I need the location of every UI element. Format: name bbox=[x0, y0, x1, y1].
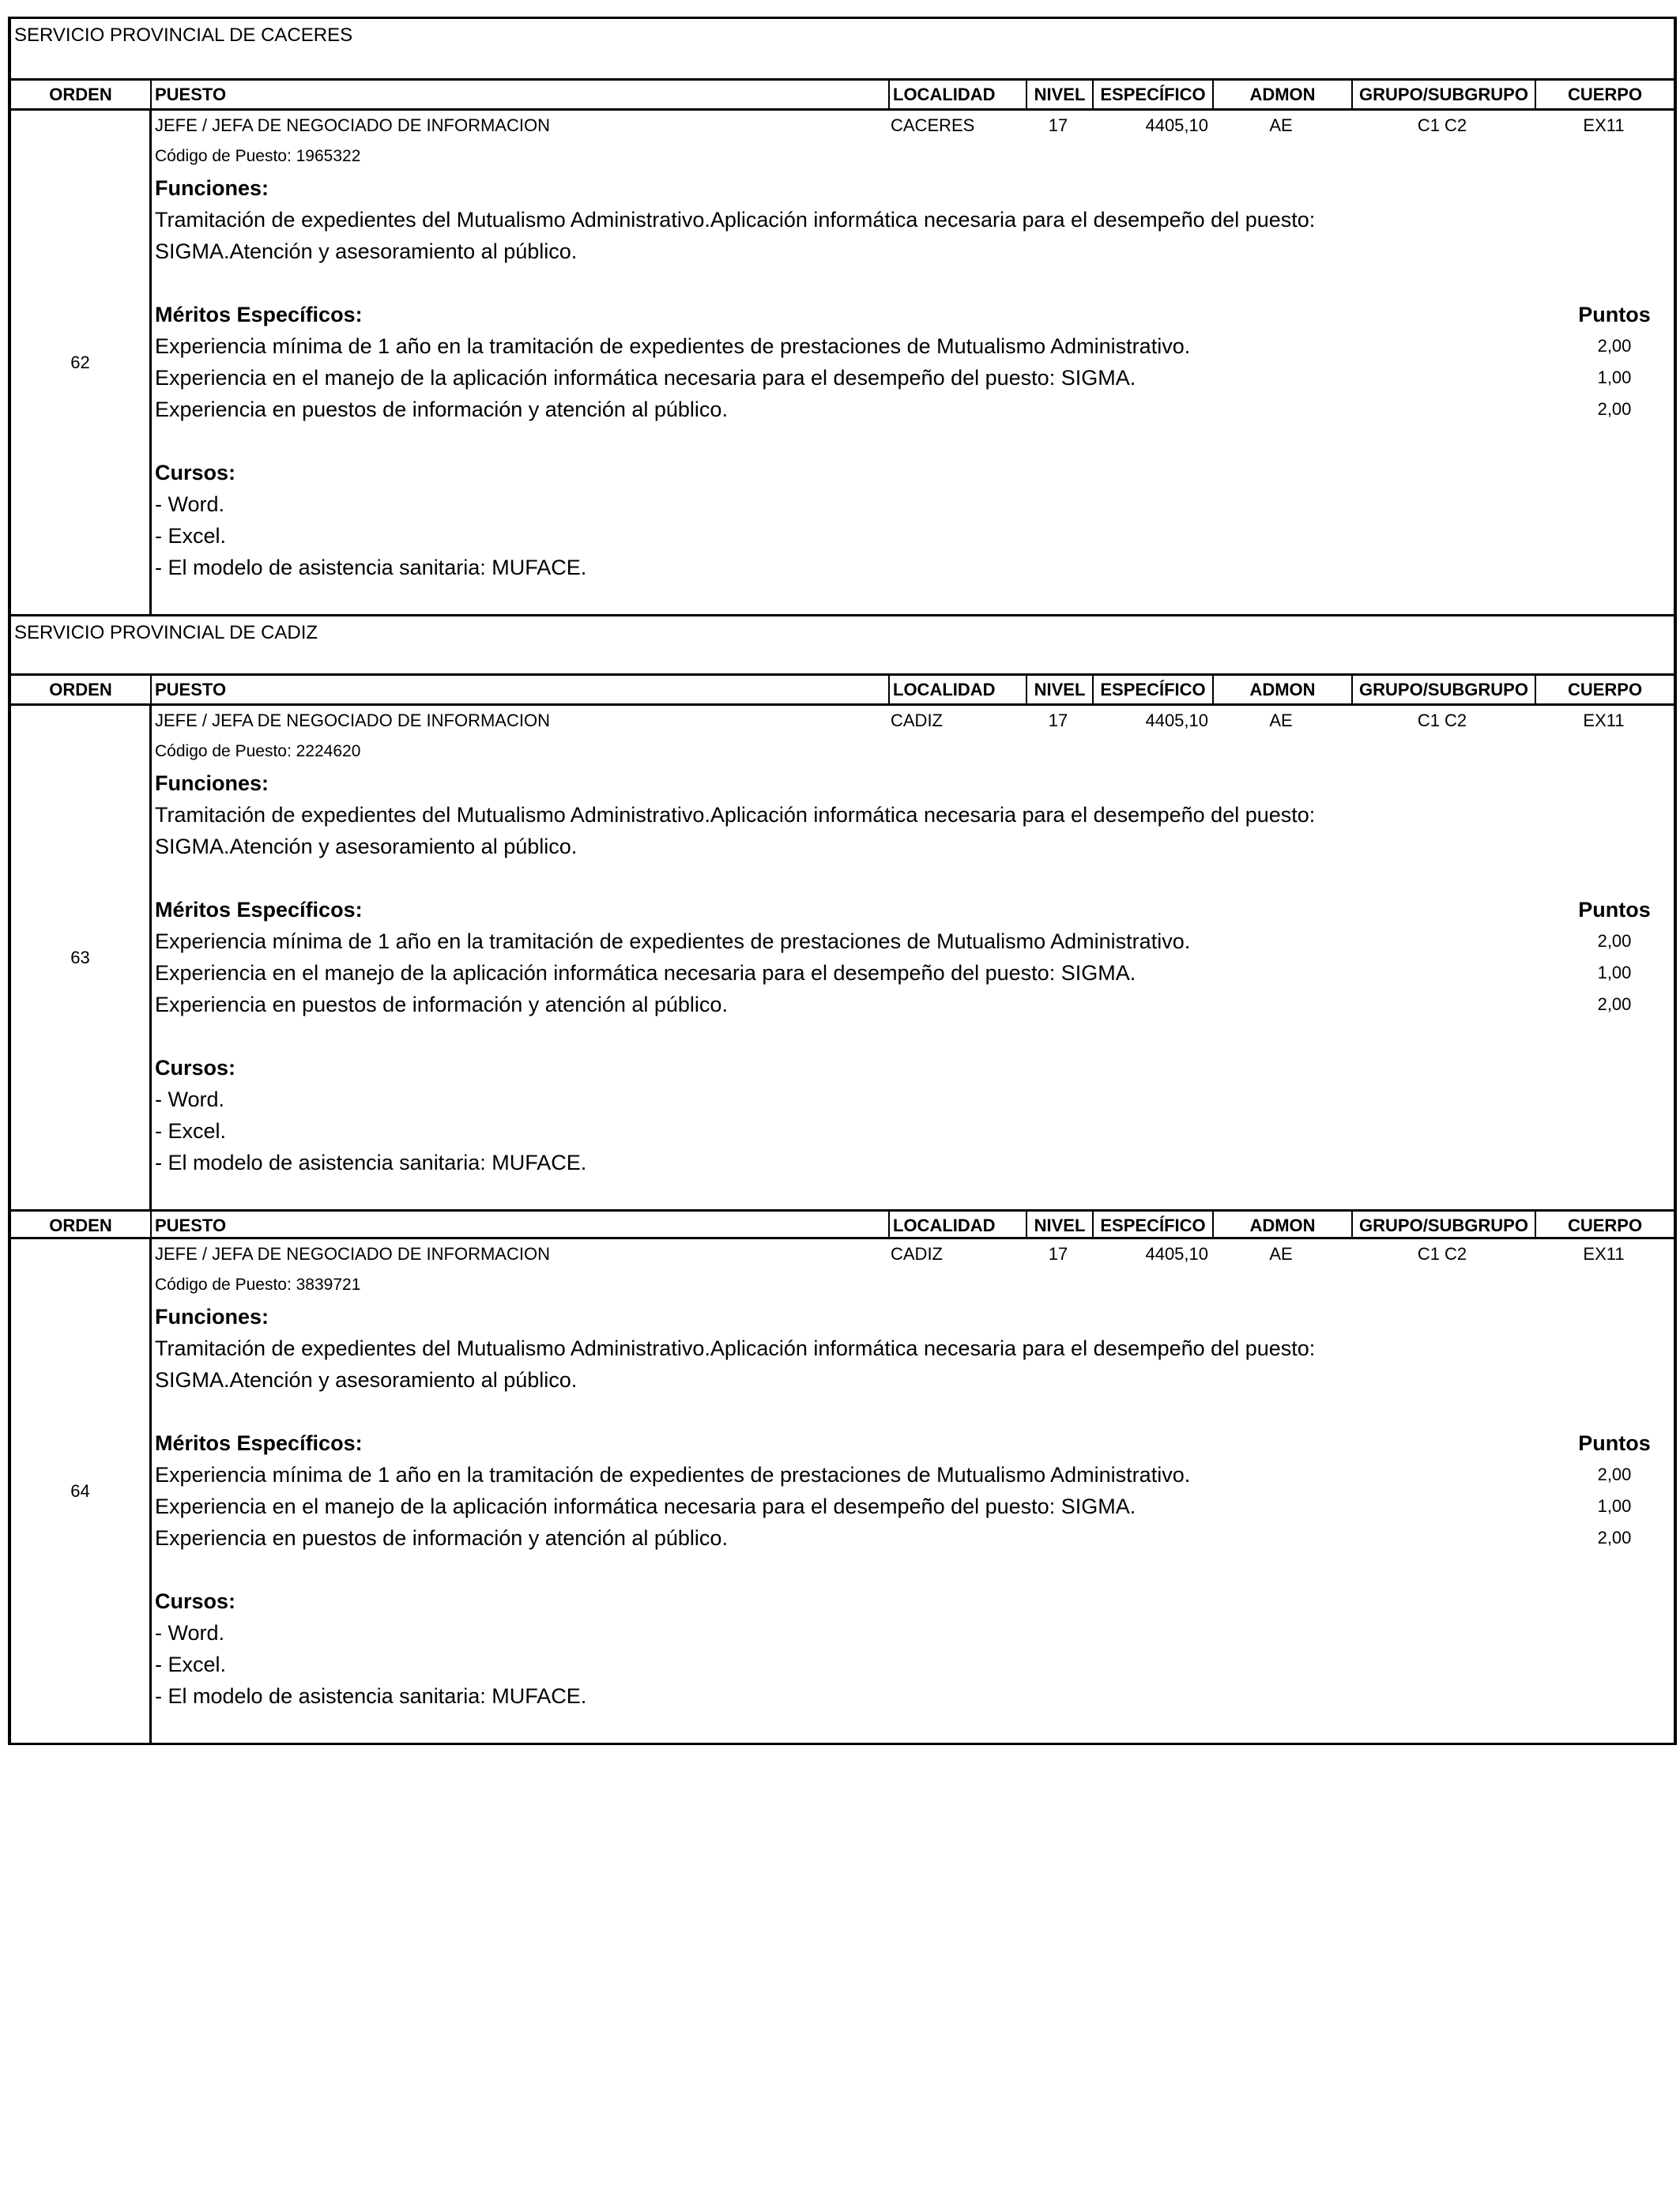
service-title: SERVICIO PROVINCIAL DE CADIZ bbox=[11, 614, 1674, 676]
funciones-line: Tramitación de expedientes del Mutualismo Administrativo.Aplicación informática necesaria para el desempeño del puesto: bbox=[155, 803, 1316, 827]
merit-points: 2,00 bbox=[1597, 931, 1632, 951]
header-orden: ORDEN bbox=[11, 676, 152, 703]
cursos-label: Cursos: bbox=[155, 461, 236, 484]
position-row bbox=[11, 111, 1674, 614]
merit-points: 1,00 bbox=[1597, 963, 1632, 982]
merit-points: 2,00 bbox=[1597, 1528, 1632, 1547]
service-title: SERVICIO PROVINCIAL DE CACERES bbox=[11, 19, 1674, 81]
codigo-puesto: Código de Puesto: 1965322 bbox=[155, 147, 361, 165]
header-localidad: LOCALIDAD bbox=[890, 1212, 1027, 1237]
funciones-line: SIGMA.Atención y asesoramiento al público. bbox=[155, 239, 578, 263]
especifico-value: 4405,10 bbox=[1145, 1244, 1208, 1264]
puesto-name: JEFE / JEFA DE NEGOCIADO DE INFORMACION bbox=[155, 1244, 550, 1264]
merit-item bbox=[152, 925, 1674, 957]
header-admon: ADMON bbox=[1214, 81, 1353, 108]
header-especifico: ESPECÍFICO bbox=[1094, 81, 1214, 108]
meritos-header bbox=[152, 299, 1674, 330]
cursos-label: Cursos: bbox=[155, 1056, 236, 1080]
curso-item: - Word. bbox=[155, 492, 225, 516]
codigo-puesto: Código de Puesto: 2224620 bbox=[155, 742, 361, 760]
merit-item bbox=[152, 957, 1674, 989]
cursos-label: Cursos: bbox=[155, 1589, 236, 1613]
funciones-line: Tramitación de expedientes del Mutualismo Administrativo.Aplicación informática necesaria para el desempeño del puesto: bbox=[155, 208, 1316, 232]
header-grupo: GRUPO/SUBGRUPO bbox=[1353, 81, 1536, 108]
merit-text: Experiencia en el manejo de la aplicación informática necesaria para el desempeño del puesto: SIGMA. bbox=[155, 366, 1136, 390]
merit-points: 1,00 bbox=[1597, 1496, 1632, 1516]
merit-item bbox=[152, 330, 1674, 362]
merit-item bbox=[152, 1491, 1674, 1522]
merit-points: 2,00 bbox=[1597, 399, 1632, 419]
merit-item bbox=[152, 362, 1674, 394]
merit-text: Experiencia en puestos de información y atención al público. bbox=[155, 398, 728, 421]
position-row bbox=[11, 706, 1674, 1209]
document-table bbox=[8, 17, 1677, 1745]
header-orden: ORDEN bbox=[11, 1212, 152, 1237]
merit-text: Experiencia mínima de 1 año en la tramitación de expedientes de prestaciones de Mutualismo Administrativo. bbox=[155, 929, 1191, 953]
funciones-line: Tramitación de expedientes del Mutualismo Administrativo.Aplicación informática necesaria para el desempeño del puesto: bbox=[155, 1336, 1316, 1360]
position-details bbox=[152, 706, 1674, 1209]
curso-item: - Excel. bbox=[155, 1119, 227, 1143]
meritos-label: Méritos Específicos: bbox=[155, 303, 363, 326]
position-details bbox=[152, 111, 1674, 614]
localidad-value: CADIZ bbox=[891, 1244, 943, 1264]
merit-item bbox=[152, 1459, 1674, 1491]
header-cuerpo: CUERPO bbox=[1567, 680, 1643, 699]
merit-points: 2,00 bbox=[1597, 994, 1632, 1014]
puntos-label: Puntos bbox=[1578, 303, 1651, 326]
merit-item bbox=[152, 989, 1674, 1020]
orden-number: 62 bbox=[11, 111, 152, 614]
merit-text: Experiencia mínima de 1 año en la tramitación de expedientes de prestaciones de Mutualismo Administrativo. bbox=[155, 1463, 1191, 1487]
header-admon: ADMON bbox=[1214, 1212, 1353, 1237]
funciones-label: Funciones: bbox=[155, 176, 269, 200]
merit-text: Experiencia en el manejo de la aplicación informática necesaria para el desempeño del puesto: SIGMA. bbox=[155, 961, 1136, 985]
funciones-line: SIGMA.Atención y asesoramiento al público. bbox=[155, 835, 578, 858]
merit-text: Experiencia en puestos de información y atención al público. bbox=[155, 993, 728, 1016]
grupo-value: C1 C2 bbox=[1417, 711, 1467, 730]
cuerpo-value: EX11 bbox=[1583, 115, 1625, 135]
orden-number: 63 bbox=[11, 706, 152, 1209]
position-details bbox=[152, 1239, 1674, 1743]
nivel-value: 17 bbox=[1048, 115, 1068, 135]
merit-text: Experiencia mínima de 1 año en la tramitación de expedientes de prestaciones de Mutualismo Administrativo. bbox=[155, 334, 1191, 358]
position-summary bbox=[152, 706, 1674, 736]
header-grupo: GRUPO/SUBGRUPO bbox=[1353, 676, 1536, 703]
puesto-name: JEFE / JEFA DE NEGOCIADO DE INFORMACION bbox=[155, 115, 550, 135]
header-grupo: GRUPO/SUBGRUPO bbox=[1353, 1212, 1536, 1237]
table-header bbox=[11, 676, 1674, 706]
curso-item: - El modelo de asistencia sanitaria: MUFACE. bbox=[155, 556, 587, 579]
header-nivel: NIVEL bbox=[1027, 676, 1094, 703]
localidad-value: CADIZ bbox=[891, 711, 943, 730]
funciones-label: Funciones: bbox=[155, 1305, 269, 1329]
merit-text: Experiencia en el manejo de la aplicación informática necesaria para el desempeño del puesto: SIGMA. bbox=[155, 1495, 1136, 1518]
header-localidad: LOCALIDAD bbox=[890, 676, 1027, 703]
position-summary bbox=[152, 111, 1674, 141]
header-especifico: ESPECÍFICO bbox=[1094, 1212, 1214, 1237]
header-nivel: NIVEL bbox=[1027, 81, 1094, 108]
merit-item bbox=[152, 1522, 1674, 1554]
admon-value: AE bbox=[1269, 711, 1293, 730]
orden-number: 64 bbox=[11, 1239, 152, 1743]
table-header bbox=[11, 81, 1674, 111]
localidad-value: CACERES bbox=[891, 115, 975, 135]
puesto-name: JEFE / JEFA DE NEGOCIADO DE INFORMACION bbox=[155, 711, 550, 730]
puntos-label: Puntos bbox=[1578, 898, 1651, 922]
header-admon: ADMON bbox=[1214, 676, 1353, 703]
nivel-value: 17 bbox=[1048, 1244, 1068, 1264]
cuerpo-value: EX11 bbox=[1583, 1244, 1625, 1264]
curso-item: - Word. bbox=[155, 1621, 225, 1645]
merit-text: Experiencia en puestos de información y atención al público. bbox=[155, 1526, 728, 1550]
header-puesto: PUESTO bbox=[152, 1212, 890, 1237]
especifico-value: 4405,10 bbox=[1145, 711, 1208, 730]
header-cuerpo: CUERPO bbox=[1567, 85, 1643, 104]
curso-item: - El modelo de asistencia sanitaria: MUFACE. bbox=[155, 1684, 587, 1708]
puntos-label: Puntos bbox=[1578, 1431, 1651, 1455]
especifico-value: 4405,10 bbox=[1145, 115, 1208, 135]
grupo-value: C1 C2 bbox=[1417, 115, 1467, 135]
header-orden: ORDEN bbox=[11, 81, 152, 108]
meritos-label: Méritos Específicos: bbox=[155, 898, 363, 922]
curso-item: - Excel. bbox=[155, 524, 227, 548]
funciones-label: Funciones: bbox=[155, 771, 269, 795]
header-especifico: ESPECÍFICO bbox=[1094, 676, 1214, 703]
funciones-line: SIGMA.Atención y asesoramiento al público. bbox=[155, 1368, 578, 1392]
header-cuerpo: CUERPO bbox=[1567, 1216, 1643, 1235]
admon-value: AE bbox=[1269, 1244, 1293, 1264]
curso-item: - El modelo de asistencia sanitaria: MUFACE. bbox=[155, 1151, 587, 1174]
meritos-label: Méritos Específicos: bbox=[155, 1431, 363, 1455]
meritos-header bbox=[152, 1427, 1674, 1459]
merit-points: 2,00 bbox=[1597, 336, 1632, 356]
meritos-header bbox=[152, 894, 1674, 925]
merit-points: 2,00 bbox=[1597, 1465, 1632, 1484]
position-row bbox=[11, 1239, 1674, 1743]
header-puesto: PUESTO bbox=[152, 81, 890, 108]
nivel-value: 17 bbox=[1048, 711, 1068, 730]
header-nivel: NIVEL bbox=[1027, 1212, 1094, 1237]
cuerpo-value: EX11 bbox=[1583, 711, 1625, 730]
merit-points: 1,00 bbox=[1597, 368, 1632, 387]
grupo-value: C1 C2 bbox=[1417, 1244, 1467, 1264]
codigo-puesto: Código de Puesto: 3839721 bbox=[155, 1276, 361, 1294]
position-summary bbox=[152, 1239, 1674, 1269]
curso-item: - Excel. bbox=[155, 1653, 227, 1676]
merit-item bbox=[152, 394, 1674, 425]
curso-item: - Word. bbox=[155, 1088, 225, 1111]
table-header bbox=[11, 1209, 1674, 1239]
header-localidad: LOCALIDAD bbox=[890, 81, 1027, 108]
header-puesto: PUESTO bbox=[152, 676, 890, 703]
admon-value: AE bbox=[1269, 115, 1293, 135]
